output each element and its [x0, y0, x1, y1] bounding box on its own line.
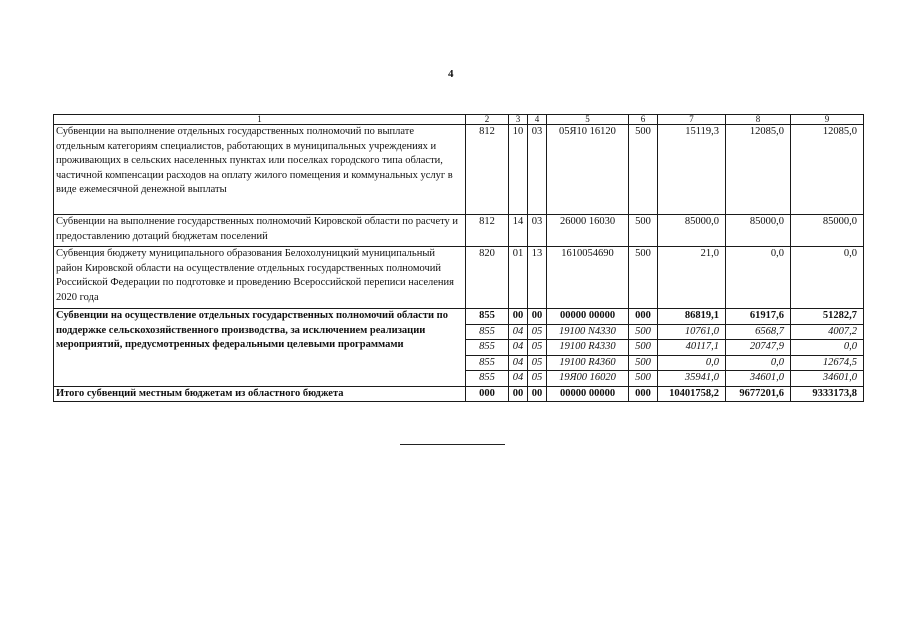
cell-amount-year-1: 85000,0: [658, 215, 726, 247]
cell-expense-type: 500: [629, 125, 658, 215]
cell-target-article: 19100 R4360: [547, 355, 629, 371]
cell-subsection: 00: [528, 309, 547, 325]
cell-section: 01: [509, 247, 528, 309]
cell-amount-year-3: 0,0: [791, 247, 864, 309]
cell-expense-type: 000: [629, 386, 658, 402]
column-number: 3: [509, 115, 528, 125]
column-number: 9: [791, 115, 864, 125]
cell-expense-type: 500: [629, 340, 658, 356]
cell-target-article: 19100 R4330: [547, 340, 629, 356]
cell-ministry-code: 855: [466, 309, 509, 325]
cell-target-article: 1610054690: [547, 247, 629, 309]
cell-amount-year-1: 21,0: [658, 247, 726, 309]
column-number: 5: [547, 115, 629, 125]
cell-amount-year-1: 10401758,2: [658, 386, 726, 402]
cell-amount-year-2: 6568,7: [726, 324, 791, 340]
cell-target-article: 05Я10 16120: [547, 125, 629, 215]
cell-amount-year-1: 15119,3: [658, 125, 726, 215]
total-description: Итого субвенций местным бюджетам из областного бюджета: [54, 386, 466, 402]
cell-amount-year-3: 4007,2: [791, 324, 864, 340]
row-description: Субвенции на выполнение государственных полномочий Кировской области по расчету и предоставлению дотаций бюджетам поселений: [54, 215, 466, 247]
cell-ministry-code: 812: [466, 125, 509, 215]
cell-amount-year-2: 0,0: [726, 247, 791, 309]
cell-subsection: 05: [528, 340, 547, 356]
cell-amount-year-2: 9677201,6: [726, 386, 791, 402]
cell-amount-year-3: 85000,0: [791, 215, 864, 247]
column-number: 4: [528, 115, 547, 125]
cell-amount-year-1: 86819,1: [658, 309, 726, 325]
cell-amount-year-3: 51282,7: [791, 309, 864, 325]
cell-target-article: 00000 00000: [547, 309, 629, 325]
cell-amount-year-1: 0,0: [658, 355, 726, 371]
cell-subsection: 05: [528, 324, 547, 340]
cell-ministry-code: 855: [466, 324, 509, 340]
cell-amount-year-2: 12085,0: [726, 125, 791, 215]
cell-section: 14: [509, 215, 528, 247]
cell-amount-year-3: 12674,5: [791, 355, 864, 371]
grand-total-row: [54, 386, 864, 402]
column-number-row: [54, 115, 864, 125]
cell-section: 04: [509, 355, 528, 371]
column-number: 8: [726, 115, 791, 125]
column-number: 7: [658, 115, 726, 125]
cell-section: 00: [509, 386, 528, 402]
cell-subsection: 00: [528, 386, 547, 402]
cell-expense-type: 500: [629, 247, 658, 309]
cell-ministry-code: 855: [466, 371, 509, 387]
cell-target-article: 19Я00 16020: [547, 371, 629, 387]
group-total-row: [54, 309, 864, 325]
cell-amount-year-1: 40117,1: [658, 340, 726, 356]
row-description: Субвенция бюджету муниципального образования Белохолуницкий муниципальный район Кировской области на осуществление отдельных государственных полномочий Российской Федерации по подготовке и проведению Всероссийской переписи населения 2020 года: [54, 247, 466, 309]
cell-ministry-code: 820: [466, 247, 509, 309]
cell-ministry-code: 855: [466, 340, 509, 356]
cell-target-article: 00000 00000: [547, 386, 629, 402]
cell-ministry-code: 812: [466, 215, 509, 247]
cell-amount-year-1: 35941,0: [658, 371, 726, 387]
cell-amount-year-3: 34601,0: [791, 371, 864, 387]
cell-subsection: 03: [528, 215, 547, 247]
column-number: 2: [466, 115, 509, 125]
table-row: [54, 125, 864, 215]
cell-amount-year-2: 85000,0: [726, 215, 791, 247]
cell-section: 04: [509, 371, 528, 387]
cell-subsection: 03: [528, 125, 547, 215]
subventions-table: [53, 114, 864, 402]
row-description: Субвенции на выполнение отдельных государственных полномочий по выплате отдельным категориям специалистов, работающих в муниципальных учреждениях и проживающих в сельских населенных пунктах или поселках городского типа области, частичной компенсации расходов на оплату жилого помещения и коммунальных услуг в виде ежемесячной денежной выплаты: [54, 125, 466, 215]
cell-amount-year-3: 9333173,8: [791, 386, 864, 402]
column-number: 6: [629, 115, 658, 125]
cell-amount-year-2: 61917,6: [726, 309, 791, 325]
cell-ministry-code: 855: [466, 355, 509, 371]
cell-subsection: 05: [528, 355, 547, 371]
cell-amount-year-3: 0,0: [791, 340, 864, 356]
cell-section: 10: [509, 125, 528, 215]
cell-subsection: 05: [528, 371, 547, 387]
cell-amount-year-2: 20747,9: [726, 340, 791, 356]
cell-expense-type: 500: [629, 215, 658, 247]
column-number: 1: [54, 115, 466, 125]
cell-target-article: 19100 N4330: [547, 324, 629, 340]
table-row: [54, 247, 864, 309]
page-number: 4: [448, 68, 454, 80]
cell-section: 00: [509, 309, 528, 325]
cell-ministry-code: 000: [466, 386, 509, 402]
closing-rule: [400, 444, 505, 445]
cell-target-article: 26000 16030: [547, 215, 629, 247]
cell-amount-year-2: 34601,0: [726, 371, 791, 387]
table-row: [54, 215, 864, 247]
cell-expense-type: 500: [629, 371, 658, 387]
cell-section: 04: [509, 324, 528, 340]
cell-amount-year-2: 0,0: [726, 355, 791, 371]
cell-amount-year-1: 10761,0: [658, 324, 726, 340]
cell-expense-type: 000: [629, 309, 658, 325]
cell-expense-type: 500: [629, 355, 658, 371]
cell-expense-type: 500: [629, 324, 658, 340]
cell-section: 04: [509, 340, 528, 356]
group-description: Субвенции на осуществление отдельных государственных полномочий области по поддержке сельскохозяйственного производства, за исключением реализации мероприятий, предусмотренных федеральными целевыми программами: [54, 309, 466, 387]
cell-amount-year-3: 12085,0: [791, 125, 864, 215]
cell-subsection: 13: [528, 247, 547, 309]
